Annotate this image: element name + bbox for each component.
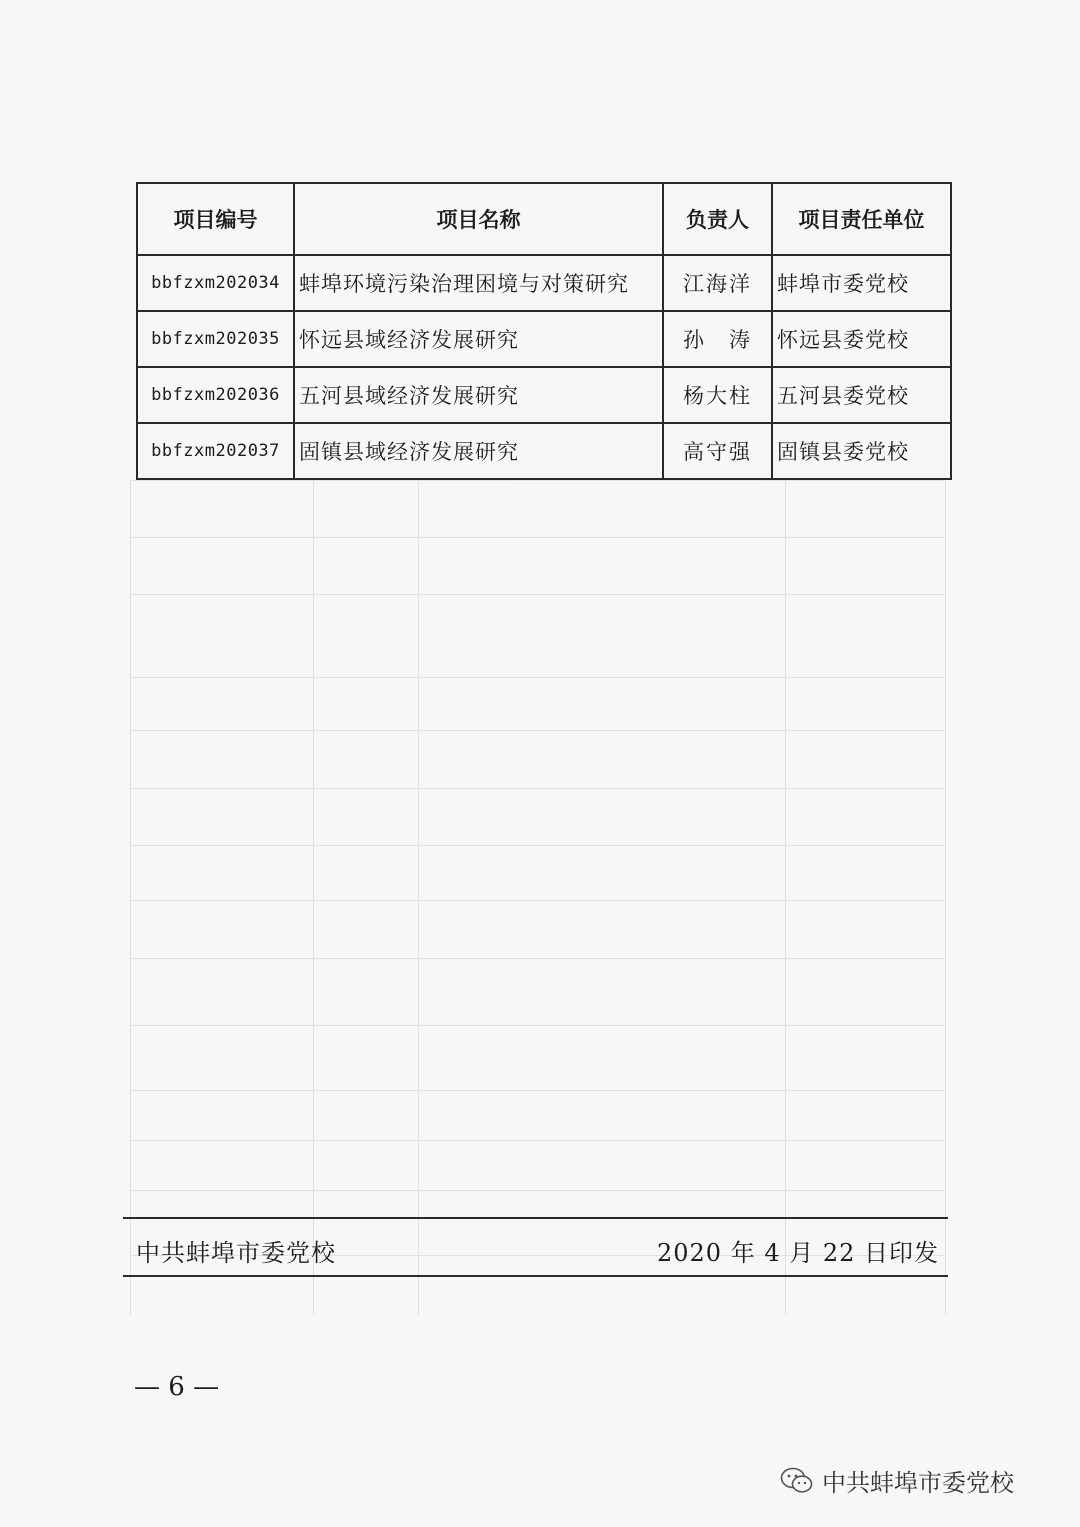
- header-name: 项目名称: [294, 183, 663, 255]
- table-row: [137, 423, 951, 479]
- project-unit: 固镇县委党校: [772, 423, 951, 479]
- header-person: 负责人: [663, 183, 772, 255]
- project-name: 蚌埠环境污染治理困境与对策研究: [294, 255, 663, 311]
- wechat-icon: [780, 1466, 814, 1496]
- project-person: 高守强: [663, 423, 772, 479]
- bleed-through-ghost-table: [130, 480, 945, 1315]
- table-row: [137, 367, 951, 423]
- table-header-row: [137, 183, 951, 255]
- project-person: 孙 涛: [663, 311, 772, 367]
- project-person: 杨大柱: [663, 367, 772, 423]
- project-name: 怀远县域经济发展研究: [294, 311, 663, 367]
- project-code: bbfzxm202037: [137, 423, 294, 479]
- project-unit: 五河县委党校: [772, 367, 951, 423]
- project-table: [136, 182, 952, 480]
- wechat-watermark: [780, 1463, 1014, 1498]
- footer-top-rule: [123, 1217, 948, 1219]
- footer-issuer: 中共蚌埠市委党校: [136, 1239, 336, 1267]
- project-unit: 蚌埠市委党校: [772, 255, 951, 311]
- watermark-text: 中共蚌埠市委党校: [822, 1469, 1014, 1497]
- header-unit: 项目责任单位: [772, 183, 951, 255]
- footer-issue-date: 2020 年 4 月 22 日印发: [657, 1239, 940, 1267]
- project-unit: 怀远县委党校: [772, 311, 951, 367]
- project-name: 五河县域经济发展研究: [294, 367, 663, 423]
- table-row: [137, 255, 951, 311]
- project-code: bbfzxm202034: [137, 255, 294, 311]
- page-number: — 6 —: [134, 1372, 220, 1402]
- table-row: [137, 311, 951, 367]
- project-code: bbfzxm202035: [137, 311, 294, 367]
- header-code: 项目编号: [137, 183, 294, 255]
- project-code: bbfzxm202036: [137, 367, 294, 423]
- project-name: 固镇县域经济发展研究: [294, 423, 663, 479]
- project-person: 江海洋: [663, 255, 772, 311]
- footer-bottom-rule: [123, 1275, 948, 1277]
